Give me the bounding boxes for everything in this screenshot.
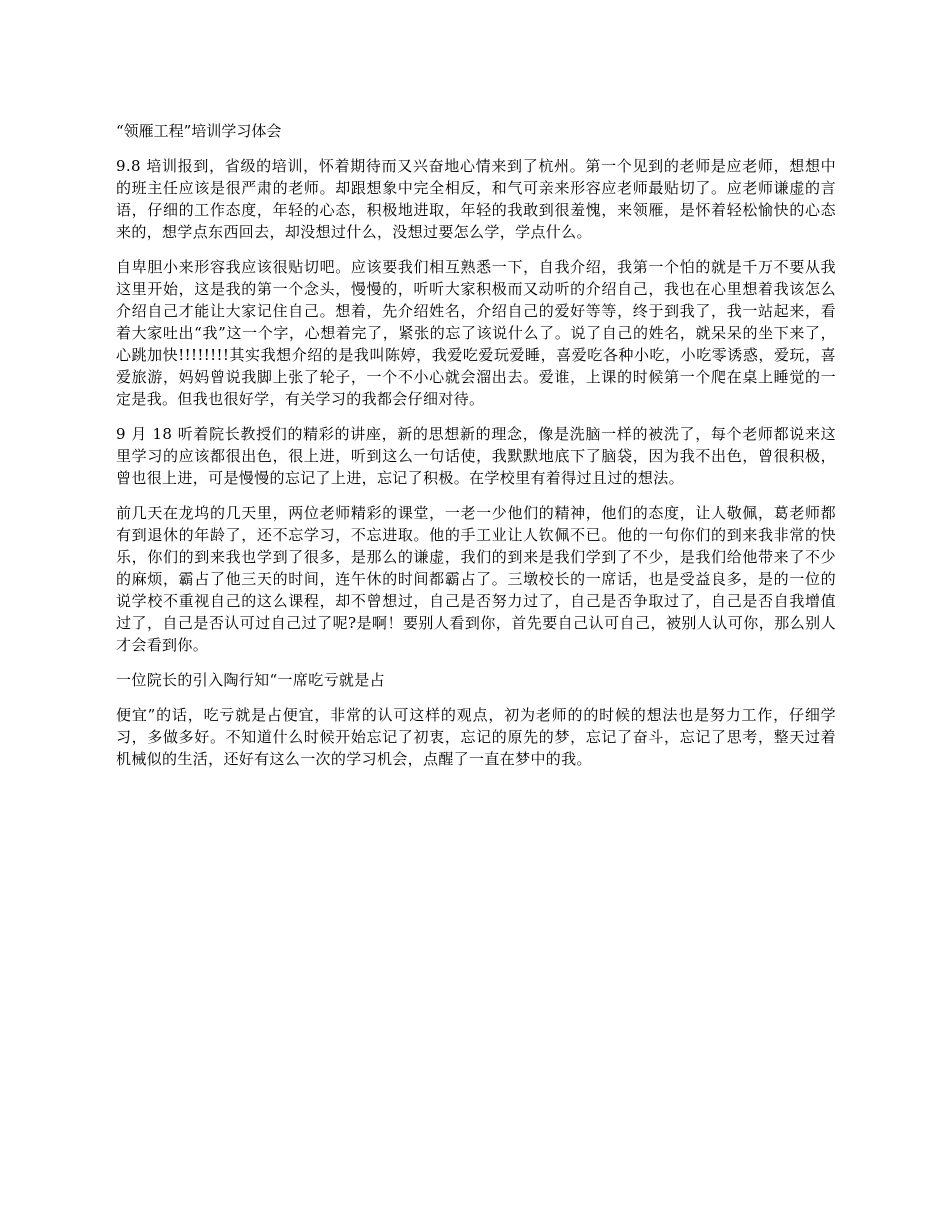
document-page xyxy=(116,120,836,783)
paragraph-1: 9.8 培训报到，省级的培训，怀着期待而又兴奋地心情来到了杭州。第一个见到的老师是应老师，想想中的班主任应该是很严肃的老师。却跟想象中完全相反，和气可亲来形容应老师最贴切了。应老师谦虚的言语，仔细的工作态度，年轻的心态，积极地进取，年轻的我敢到很羞愧，来领雁，是怀着轻松愉快的心态来的，想学点东西回去，却没想过什么，没想过要怎么学，学点什么。 xyxy=(116,157,836,241)
paragraph-4: 前几天在龙坞的几天里，两位老师精彩的课堂，一老一少他们的精神，他们的态度，让人敬佩，葛老师都有到退休的年龄了，还不忘学习，不忘进取。他的手工业让人钦佩不已。他的一句你们的到来我非常的快乐，你们的到来我也学到了很多，是那么的谦虚，我们的到来是我们学到了不少，是我们给他带来了不少的麻烦，霸占了他三天的时间，连午休的时间都霸占了。三墩校长的一席话，也是受益良多，是的一位的说学校不重视自己的这么课程，却不曾想过，自己是否努力过了，自己是否争取过了，自己是否自我增值过了，自己是否认可过自己过了呢?是啊！要别人看到你，首先要自己认可自己，被别人认可你，那么别人才会看到你。 xyxy=(116,504,836,654)
paragraph-6: 便宜”的话，吃亏就是占便宜，非常的认可这样的观点，初为老师的的时候的想法也是努力工作，仔细学习，多做多好。不知道什么时候开始忘记了初衷，忘记的原先的梦，忘记了奋斗，忘记了思考，整天过着机械似的生活，还好有这么一次的学习机会，点醒了一直在梦中的我。 xyxy=(116,706,836,768)
paragraph-3: 9 月 18 听着院长教授们的精彩的讲座，新的思想新的理念，像是洗脑一样的被洗了，每个老师都说来这里学习的应该都很出色，很上进，听到这么一句话使，我默默地底下了脑袋，因为我不出色，曾很积极，曾也很上进，可是慢慢的忘记了上进，忘记了积极。在学校里有着得过且过的想法。 xyxy=(116,425,836,487)
paragraph-5: 一位院长的引入陶行知“一席吃亏就是占 xyxy=(116,671,385,689)
paragraph-2: 自卑胆小来形容我应该很贴切吧。应该要我们相互熟悉一下，自我介绍，我第一个怕的就是千万不要从我这里开始，这是我的第一个念头，慢慢的，听听大家积极而又动听的介绍自己，我也在心里想着我该怎么介绍自己才能让大家记住自己。想着，先介绍姓名，介绍自己的爱好等等，终于到我了，我一站起来，看着大家吐出“我”这一个字，心想着完了，紧张的忘了该说什么了。说了自己的姓名，就呆呆的坐下来了，心跳加快!!!!!!!!其实我想介绍的是我叫陈婷，我爱吃爱玩爱睡，喜爱吃各种小吃，小吃零诱惑，爱玩，喜爱旅游，妈妈曾说我脚上张了轮子，一个不小心就会溜出去。爱谁，上课的时候第一个爬在桌上睡觉的一定是我。但我也很好学，有关学习的我都会仔细对待。 xyxy=(116,258,836,408)
document-title: “领雁工程”培训学习体会 xyxy=(116,122,282,140)
